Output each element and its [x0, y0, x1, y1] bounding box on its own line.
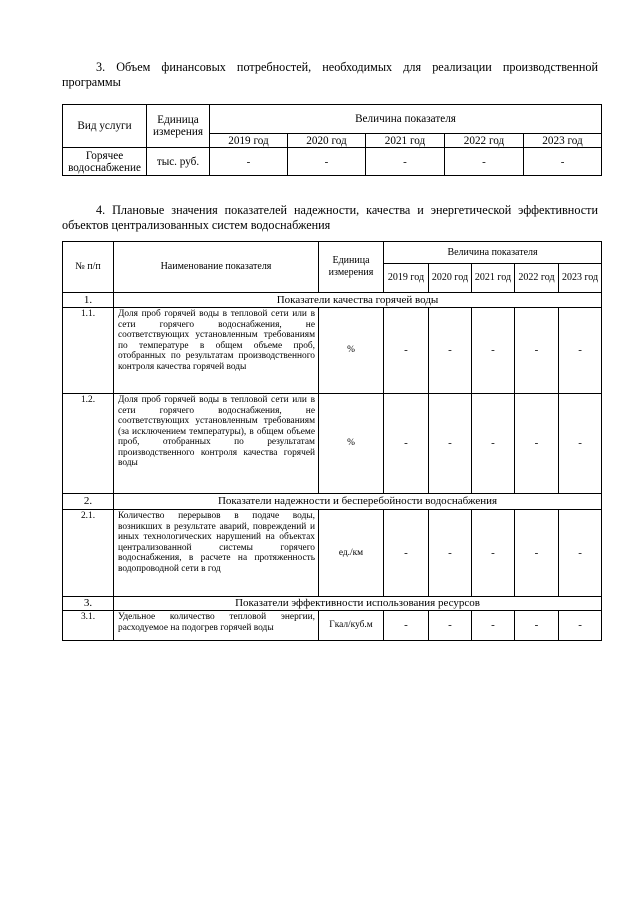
- section-title: Показатели эффективности использования ресурсов: [114, 597, 602, 611]
- section-title: Показатели надежности и бесперебойности водоснабжения: [114, 494, 602, 510]
- section-row: [63, 597, 602, 611]
- section-title: Показатели качества горячей воды: [114, 293, 602, 308]
- indicator-name: Количество перерывов в подаче воды, возникших в результате аварий, повреждений и иных технологических нарушений на объектах централизованной системы горячего водоснабжения, в расчете на протяженность водопроводной сети в год: [114, 510, 319, 597]
- value-cell: -: [524, 148, 602, 176]
- value-cell: -: [559, 394, 602, 494]
- indicator-name: Доля проб горячей воды в тепловой сети или в сети горячего водоснабжения, не соответствующих установленным требованиям по температуре в общем объеме проб, отобранных по результатам производственного контроля качества горячей воды: [114, 308, 319, 394]
- header-name: Наименование показателя: [114, 242, 319, 293]
- value-cell: -: [559, 611, 602, 641]
- section-row: [63, 494, 602, 510]
- table-row: [63, 510, 602, 597]
- row-number: 1.2.: [63, 394, 114, 494]
- unit-cell: %: [319, 308, 384, 394]
- year-header: 2019 год: [210, 134, 288, 148]
- value-cell: -: [384, 394, 429, 494]
- value-cell: -: [472, 394, 515, 494]
- table-row: [63, 148, 602, 176]
- unit-cell: Гкал/куб.м: [319, 611, 384, 641]
- year-header: 2021 год: [472, 264, 515, 293]
- year-header: 2022 год: [445, 134, 524, 148]
- value-cell: -: [515, 510, 559, 597]
- header-value: Величина показателя: [210, 105, 602, 134]
- value-cell: -: [384, 308, 429, 394]
- year-header: 2023 год: [559, 264, 602, 293]
- value-cell: -: [559, 308, 602, 394]
- value-cell: -: [515, 394, 559, 494]
- year-header: 2020 год: [429, 264, 472, 293]
- row-number: 3.1.: [63, 611, 114, 641]
- value-cell: -: [429, 510, 472, 597]
- header-num: № п/п: [63, 242, 114, 293]
- value-cell: -: [472, 611, 515, 641]
- value-cell: -: [559, 510, 602, 597]
- unit-cell: ед./км: [319, 510, 384, 597]
- row-number: 2.1.: [63, 510, 114, 597]
- value-cell: -: [472, 510, 515, 597]
- section-number: 1.: [63, 293, 114, 308]
- section-4-heading: 4. Плановые значения показателей надежности, качества и энергетической эффективности объектов централизованных систем водоснабжения: [62, 203, 598, 232]
- financial-needs-table: [62, 104, 602, 176]
- value-cell: -: [288, 148, 366, 176]
- year-header: 2023 год: [524, 134, 602, 148]
- value-cell: -: [366, 148, 445, 176]
- year-header: 2022 год: [515, 264, 559, 293]
- value-cell: -: [472, 308, 515, 394]
- value-cell: -: [429, 308, 472, 394]
- indicator-name: Доля проб горячей воды в тепловой сети или в сети горячего водоснабжения, не соответствующих установленным требованиям (за исключением температуры), в общем объеме проб, отобранных по результатам производственного контроля качества горячей воды: [114, 394, 319, 494]
- unit-cell: %: [319, 394, 384, 494]
- header-unit: Единица измерения: [147, 105, 210, 148]
- value-cell: -: [429, 611, 472, 641]
- value-cell: -: [429, 394, 472, 494]
- service-cell: Горячее водоснабжение: [63, 148, 147, 176]
- indicators-table: [62, 241, 602, 641]
- year-header: 2019 год: [384, 264, 429, 293]
- value-cell: -: [384, 510, 429, 597]
- value-cell: -: [210, 148, 288, 176]
- indicator-name: Удельное количество тепловой энергии, расходуемое на подогрев горячей воды: [114, 611, 319, 641]
- year-header: 2020 год: [288, 134, 366, 148]
- value-cell: -: [515, 308, 559, 394]
- header-unit: Единица измерения: [319, 242, 384, 293]
- value-cell: -: [515, 611, 559, 641]
- section-row: [63, 293, 602, 308]
- table-row: [63, 611, 602, 641]
- value-cell: -: [384, 611, 429, 641]
- table-row: [63, 394, 602, 494]
- row-number: 1.1.: [63, 308, 114, 394]
- table-row: [63, 308, 602, 394]
- unit-cell: тыс. руб.: [147, 148, 210, 176]
- section-number: 2.: [63, 494, 114, 510]
- header-service: Вид услуги: [63, 105, 147, 148]
- value-cell: -: [445, 148, 524, 176]
- section-number: 3.: [63, 597, 114, 611]
- section-3-heading: 3. Объем финансовых потребностей, необходимых для реализации производственной программы: [62, 60, 598, 89]
- header-value: Величина показателя: [384, 242, 602, 264]
- year-header: 2021 год: [366, 134, 445, 148]
